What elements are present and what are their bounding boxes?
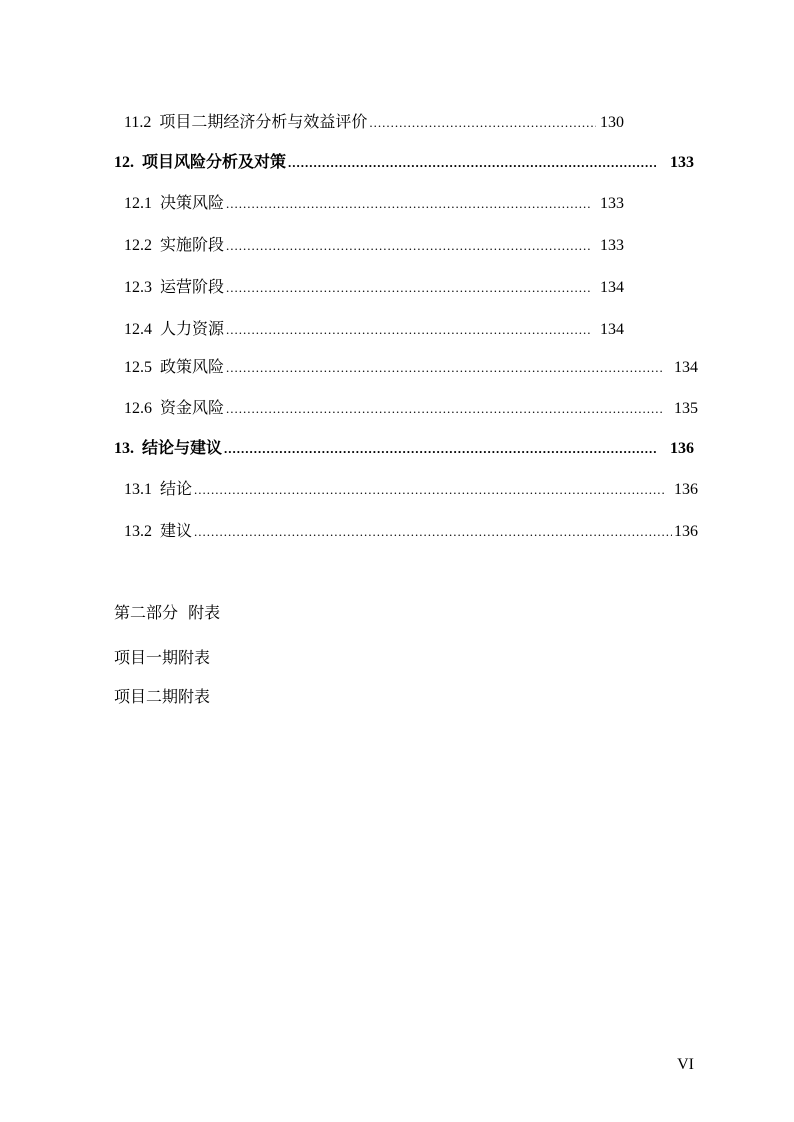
appendix-item-phase-one[interactable]: 项目一期附表 [114, 648, 211, 667]
toc-leader-dots [288, 152, 656, 174]
toc-entry-page: 135 [674, 400, 698, 417]
toc-leader-dots [226, 398, 664, 420]
toc-entry-12-3[interactable] [124, 276, 624, 298]
toc-entry-title: 运营阶段 [160, 277, 225, 296]
appendix-item-phase-two[interactable]: 项目二期附表 [114, 687, 211, 706]
toc-entry-page: 136 [674, 523, 698, 540]
toc-entry-title: 项目风险分析及对策 [142, 152, 287, 171]
toc-entry-page: 136 [674, 481, 698, 498]
toc-entry-12-2[interactable] [124, 234, 624, 256]
toc-entry-12-6[interactable] [124, 397, 698, 419]
toc-entry-number: 13.1 [124, 481, 152, 498]
toc-entry-title: 决策风险 [160, 193, 225, 212]
appendix-heading[interactable]: 第二部分 附表 [114, 603, 221, 622]
toc-entry-12-4[interactable] [124, 318, 624, 340]
toc-entry-title: 项目二期经济分析与效益评价 [159, 112, 368, 131]
toc-leader-dots [226, 193, 590, 215]
toc-entry-number: 13. [114, 440, 134, 457]
toc-entry-number: 12.6 [124, 400, 152, 417]
toc-leader-dots [226, 235, 590, 257]
toc-leader-dots [226, 357, 664, 379]
toc-entry-title: 实施阶段 [160, 235, 225, 254]
page-number: VI [677, 1056, 694, 1073]
toc-leader-dots [224, 438, 656, 460]
toc-leader-dots [194, 479, 666, 501]
toc-entry-number: 12.3 [124, 279, 152, 296]
toc-entry-title: 政策风险 [160, 357, 225, 376]
toc-entry-page: 134 [600, 321, 624, 338]
toc-leader-dots [194, 521, 672, 543]
toc-entry-title: 资金风险 [160, 398, 225, 417]
toc-entry-12-1[interactable] [124, 192, 624, 214]
toc-entry-13-2[interactable] [124, 520, 698, 542]
toc-entry-number: 13.2 [124, 523, 152, 540]
toc-entry-title: 结论 [160, 479, 193, 498]
toc-entry-page: 130 [600, 114, 624, 131]
toc-entry-page: 134 [600, 279, 624, 296]
toc-entry-title: 人力资源 [160, 319, 225, 338]
toc-entry-12[interactable] [114, 151, 694, 173]
toc-entry-number: 12.1 [124, 195, 152, 212]
toc-entry-number: 12.2 [124, 237, 152, 254]
toc-entry-number: 12.5 [124, 359, 152, 376]
toc-entry-page: 133 [600, 237, 624, 254]
toc-leader-dots [226, 277, 590, 299]
toc-entry-number: 12. [114, 154, 134, 171]
toc-entry-page: 133 [670, 154, 694, 171]
toc-entry-page: 133 [600, 195, 624, 212]
toc-entry-13-1[interactable] [124, 478, 698, 500]
toc-leader-dots [369, 112, 596, 134]
toc-leader-dots [226, 319, 590, 341]
toc-entry-title: 结论与建议 [142, 438, 223, 457]
toc-entry-11-2[interactable] [124, 111, 624, 133]
toc-entry-number: 11.2 [124, 114, 152, 131]
toc-entry-page: 136 [670, 440, 694, 457]
toc-entry-title: 建议 [160, 521, 193, 540]
toc-entry-page: 134 [674, 359, 698, 376]
toc-entry-number: 12.4 [124, 321, 152, 338]
toc-entry-12-5[interactable] [124, 356, 698, 378]
toc-entry-13[interactable] [114, 437, 694, 459]
